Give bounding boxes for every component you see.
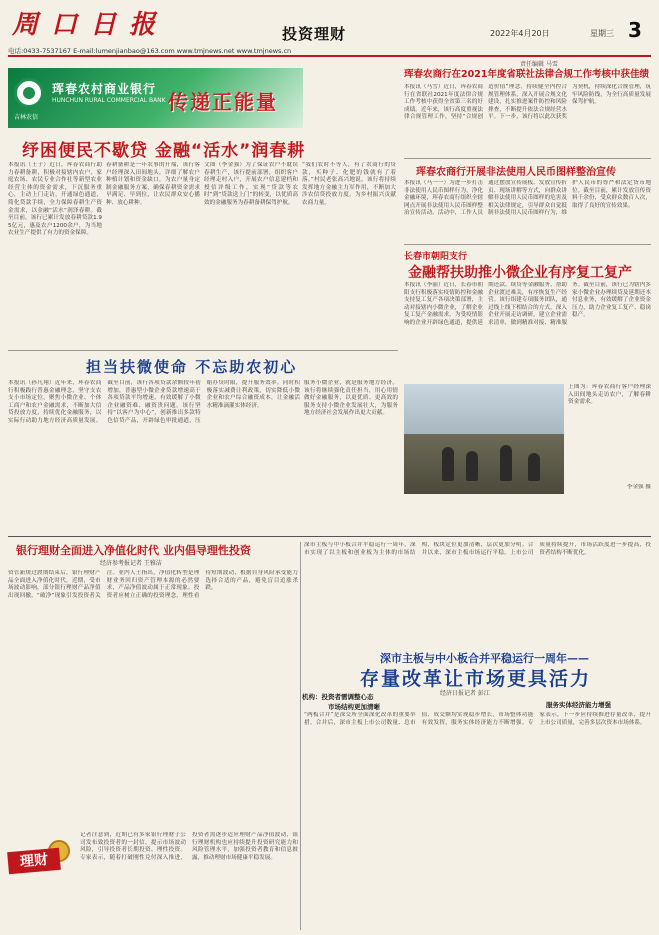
- article4-body: 本报讯（马一一）为进一步打击非法使用人民币图样行为，净化金融环境，珲春农商行组织全辖网点开展非法使用人民币图样整治宣传活动。活动中，工作人员通过摆放宣传展板、发放宣传折页、现场讲解等方式，向群众讲解非法使用人民币图样的危害及相关法律规定，引导群众自觉抵制非法使用人民币图样行为，维护人民币的尊严和法定货币地位。截至目前，累计发放宣传资料千余份，受众群众数百人次，取得了良好的宣传效果。: [404, 180, 651, 217]
- article2-title: 担当扶微使命 不忘助农初心: [86, 358, 298, 376]
- article1-body-4: “我们农时不等人，有了农商行的贷款，买种子、化肥的钱就有了着落。”村民老张高兴地说。该行将持续发挥地方金融主力军作用，不断加大涉农信贷投放力度，为乡村振兴贡献农商力量。: [302, 162, 396, 206]
- article7-title2: 存量改革让市场更具活力: [360, 668, 592, 690]
- divider: [8, 350, 398, 351]
- issue-weekday: 星期三: [590, 29, 614, 38]
- licai-label: 理财: [7, 848, 61, 874]
- article7-byline: 经济日报记者 彭江: [440, 690, 490, 697]
- divider: [404, 244, 651, 245]
- article5-kicker: 长春市朝阳支行: [404, 252, 468, 262]
- article1-lead: 本报讯（王子）近日，珲春农商行助力春耕备耕，积极对接辖内农户、家庭农场、农民专业合作社等新型农业经营主体的资金需求，下沉服务重心，主动上门走访，开通绿色通道，简化贷款手续，全力保障春耕生产资金需求，以金融“活水”润泽春耕。截至目前，该行已累计发放春耕贷款1.95亿元，惠及农户1200余户，为当地农业生产提供了有力的资金保障。: [8, 162, 102, 237]
- page-number: 3: [628, 18, 642, 42]
- article1-body-3: 文图（李金强）为了保证农户不耽误春耕生产，该行提前部署，组织客户经理走村入户，开展农户信息建档和授信评级工作，实现“贷款等农时”到“贷款送上门”的转变，以优质高效的金融服务为春耕备耕保驾护航。: [204, 162, 298, 206]
- editor-credit: 责任编辑 马雪: [520, 61, 558, 68]
- photo-caption: 上图为：珲春农商行客户经理深入田间地头走访农户，了解春耕资金需求。: [568, 384, 651, 406]
- bank-name: 珲春农村商业银行: [52, 82, 157, 96]
- news-photo: [404, 384, 564, 494]
- article6-body: 资管新规过渡期结束后，银行理财产品全面进入净值化时代。近期，受市场波动影响，部分银行理财产品净值出现回撤，“破净”现象引发投资者关注。业内人士指出，净值化转型是理财业务回归资产管理本源的必然要求，产品净值波动属于正常现象。投资者应树立正确的投资理念，理性看待短期波动，根据自身风险承受能力选择合适的产品，避免盲目追涨杀跌。: [8, 570, 298, 599]
- article6-body-b: 记者注意到，近期已有多家银行理财子公司发布致投资者的一封信，提示市场波动风险，引导投资者长期投资、理性投资。专家表示，随着打破刚性兑付深入推进，投资者需逐步适应理财产品净值波动，银行理财机构也应持续提升投资研究能力和风险管理水平，加强投资者教育和信息披露，推动理财市场健康平稳发展。: [80, 832, 298, 861]
- photo-credit: 李金强 摄: [626, 484, 651, 490]
- bank-banner: [8, 68, 303, 128]
- contact-line: 电话:0433-7537167 E-mail:lumenjianbao@163.com www.tmjnews.net www.tmjnews.cn: [8, 47, 292, 55]
- licai-graphic: [8, 836, 76, 886]
- column-rule: [300, 542, 301, 930]
- bank-logo-icon: [14, 78, 44, 108]
- article7-body: 深市主板与中小板合并平稳运行一周年，深市实现了以主板和创业板为主体的市场结构，板块定位更加清晰，层次更加分明。合并以来，深市主板市场运行平稳，上市公司质量持续提升，市场活跃度进一步提高，投资者结构不断优化。: [304, 542, 651, 556]
- article4-title: 珲春农商行开展非法使用人民币图样整治宣传: [416, 167, 616, 178]
- article1-body-2: 春耕备耕是一年农事的开端，该行客户经理深入田间地头，详细了解农户种植计划和资金缺口，为农户量身定制金融服务方案，确保春耕资金需求早满足、早到位，让农民群众安心播种、放心耕种。: [106, 162, 200, 206]
- bank-brand: 吉林农信: [14, 114, 39, 121]
- article3-body: 本报讯（马雪）近日，珲春农商行在省联社2021年度法律合规工作考核中获得全省第三名的好成绩。近年来，该行高度重视法律合规管理工作，坚持“合规创造价值”理念，持续健全内控合规管理体系，深入开展合规文化建设，扎实推进案件防控和风险排查，不断提升依法合规经营水平。下一步，该行将以此次获奖为契机，持续深化合规管理，筑牢风险防线，为全行高质量发展保驾护航。: [404, 84, 651, 121]
- issue-date: 2022年4月20日: [490, 29, 550, 38]
- divider: [404, 158, 651, 159]
- divider: [8, 536, 651, 537]
- article6-byline: 经济参考报记者 王雅洁: [100, 560, 162, 567]
- header-rule: [8, 55, 651, 57]
- section-title: 投资理财: [282, 25, 347, 43]
- article7-title: 深市主板与中小板合并平稳运行一周年——: [380, 652, 589, 665]
- article7-subhead-1: 市场结构更加清晰: [328, 703, 380, 711]
- article5-title: 金融帮扶助推小微企业有序复工复产: [408, 265, 632, 281]
- banner-slogan: 传递正能量: [168, 90, 278, 114]
- article6-title: 银行理财全面进入净值化时代 业内倡导理性投资: [16, 544, 251, 557]
- article6-subhead: 机构：投资者需调整心态: [302, 693, 374, 701]
- article1-title: 纾困便民不歇贷 金融“活水”润春耕: [22, 141, 306, 161]
- bank-name-en: HUNCHUN RURAL COMMERCIAL BANK: [52, 97, 166, 104]
- article2-body: 本报讯（孙凡翔）近年来，珲春农商行积极践行普惠金融理念，坚守支农支小市场定位，聚焦小微企业、个体工商户和农户金融需求，不断加大信贷投放力度，持续优化金融服务，以实际行动助力地方经济高质量发展。截至目前，该行各项贷款余额较年初增加，普惠型小微企业贷款增速高于各项贷款平均增速，有效缓解了小微企业融资难、融资贵问题。该行坚持“以客户为中心”，创新推出多款特色信贷产品，开辟绿色审批通道，压缩办贷时限，提升服务效率。同时积极落实减费让利政策，切实降低小微企业和农户综合融资成本，让金融活水精准滴灌实体经济。: [8, 380, 300, 424]
- article7-subhead-2: 服务实体经济能力增强: [546, 701, 611, 709]
- newspaper-logo: 周 口 日 报: [12, 10, 158, 40]
- article5-body: 本报讯（李丽）近日，长春市朝阳支行积极落实疫情防控和金融支持复工复产各项决策部署，主动对接辖内小微企业，了解企业复工复产金融需求，为受疫情影响的企业开辟绿色通道，提供延期还款、续贷等金融服务，帮助企业渡过难关，有序恢复生产经营。该行组建专项服务团队，通过线上线下相结合的方式，深入企业开展走访调研，建立企业需求清单，做到精准对接、精准服务。截至目前，该行已为辖内多家小微企业办理续贷及延期还本付息业务，有效缓解了企业资金压力，助力企业复工复产、稳岗稳产。: [404, 282, 651, 326]
- article2-body-b: 服务小微企业，就是服务地方经济。该行将继续强化责任担当，用心用情做好金融服务，以更优质、更高效的服务支持小微企业发展壮大，为服务地方经济社会发展作出更大贡献。: [304, 380, 398, 417]
- article3-title: 珲春农商行在2021年度省联社法律合规工作考核中获佳绩: [404, 69, 649, 80]
- article7-body-b: “两板合并”是深交所全面深化改革的重要举措。合并后，深市主板上市公司数量、总市值、成交额均实现稳步增长，市场整体功能有效发挥，服务实体经济能力不断增强。专家表示，下一步应持续推进存量改革，提升上市公司质量，完善多层次资本市场体系。: [304, 712, 651, 726]
